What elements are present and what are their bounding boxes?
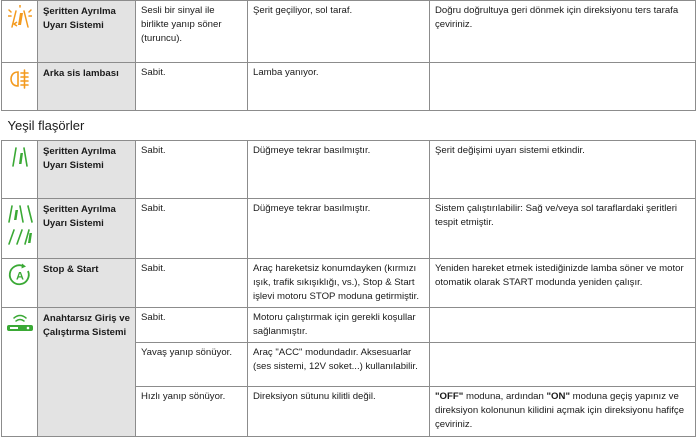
indicator-description: Araç "ACC" modundadır. Aksesuarlar (ses sistemi, 12V soket...) kullanılabilir. (248, 343, 430, 387)
indicator-description: Direksiyon sütunu kilitli değil. (248, 387, 430, 437)
indicator-action (430, 63, 696, 111)
indicator-name: Stop & Start (38, 259, 136, 308)
lane-detection-icon (6, 203, 34, 247)
mode-off-label: "OFF" (435, 391, 464, 402)
indicator-name: Şeritten Ayrılma Uyarı Sistemi (38, 199, 136, 259)
section-title: Yeşil flaşörler (7, 118, 85, 133)
indicator-action: Doğru doğrultuya geri dönmek için direksiyonu ters tarafa çeviriniz. (430, 1, 696, 63)
warning-lights-table (1, 0, 696, 437)
table-row (2, 199, 696, 259)
keyless-entry-icon (6, 312, 34, 336)
icon-cell (2, 308, 38, 437)
icon-cell (2, 63, 38, 111)
indicator-name: Şeritten Ayrılma Uyarı Sistemi (38, 1, 136, 63)
indicator-state: Yavaş yanıp sönüyor. (136, 343, 248, 387)
indicator-state: Sabit. (136, 259, 248, 308)
table-row (2, 63, 696, 111)
indicator-action (430, 343, 696, 387)
stop-start-icon (8, 263, 32, 287)
indicator-description: Düğmeye tekrar basılmıştır. (248, 141, 430, 199)
indicator-description: Lamba yanıyor. (248, 63, 430, 111)
icon-cell (2, 141, 38, 199)
indicator-action (430, 387, 696, 437)
indicator-description: Şerit geçiliyor, sol taraf. (248, 1, 430, 63)
indicator-name: Arka sis lambası (38, 63, 136, 111)
indicator-action: Şerit değişimi uyarı sistemi etkindir. (430, 141, 696, 199)
indicator-name: Anahtarsız Giriş ve Çalıştırma Sistemi (38, 308, 136, 437)
lane-departure-warning-icon (8, 5, 32, 29)
indicator-action: Yeniden hareket etmek istediğinizde lamba söner ve motor otomatik olarak START modunda yeniden çalışır. (430, 259, 696, 308)
indicator-state: Sabit. (136, 141, 248, 199)
table-row (2, 308, 696, 343)
icon-cell (2, 259, 38, 308)
lane-departure-active-icon (11, 145, 29, 167)
icon-cell (2, 199, 38, 259)
icon-cell (2, 1, 38, 63)
indicator-description: Düğmeye tekrar basılmıştır. (248, 199, 430, 259)
section-header-row (2, 111, 696, 141)
rear-fog-lamp-icon (8, 67, 32, 91)
indicator-state: Sabit. (136, 308, 248, 343)
indicator-action (430, 308, 696, 343)
action-text: moduna geçiş yapınız ve direksiyon kolonunun kilidini açmak için direksiyonu hafifçe çeviriniz. (435, 391, 685, 430)
table-row (2, 141, 696, 199)
indicator-action: Sistem çalıştırılabilir: Sağ ve/veya sol taraflardaki şeritleri tespit etmiştir. (430, 199, 696, 259)
table-row (2, 259, 696, 308)
indicator-state: Sabit. (136, 199, 248, 259)
indicator-state: Sesli bir sinyal ile birlikte yanıp söner (turuncu). (136, 1, 248, 63)
table-row (2, 1, 696, 63)
indicator-description: Motoru çalıştırmak için gerekli koşullar sağlanmıştır. (248, 308, 430, 343)
svg-text:A: A (15, 270, 24, 283)
action-text: moduna, ardından (463, 391, 547, 402)
indicator-state: Sabit. (136, 63, 248, 111)
mode-on-label: "ON" (546, 391, 570, 402)
indicator-description: Araç hareketsiz konumdayken (kırmızı ışık, trafik sıkışıklığı, vs.), Stop & Start işlevi motoru STOP moduna getirmiştir. (248, 259, 430, 308)
indicator-name: Şeritten Ayrılma Uyarı Sistemi (38, 141, 136, 199)
indicator-state: Hızlı yanıp sönüyor. (136, 387, 248, 437)
